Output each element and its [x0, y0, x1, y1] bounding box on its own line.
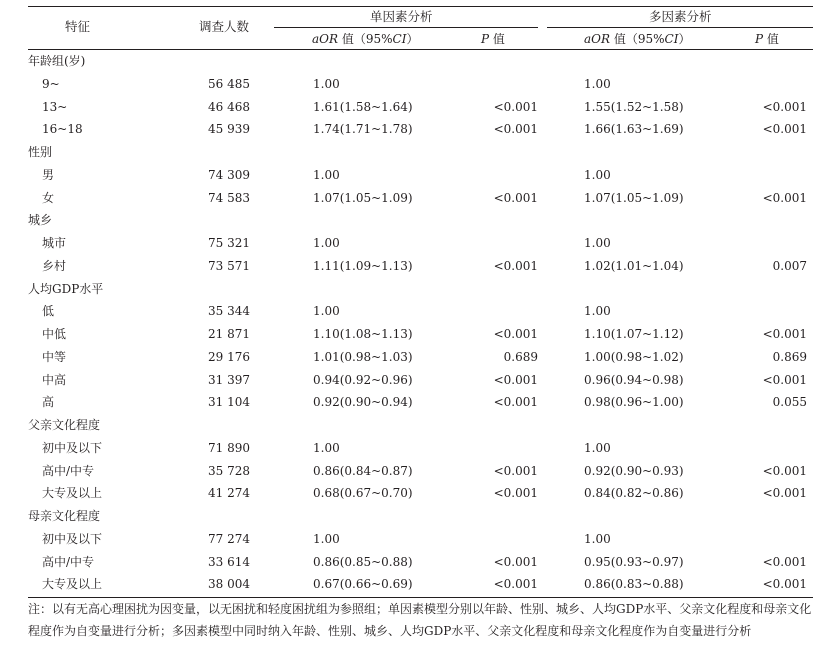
- row-label: 初中及以下: [42, 531, 103, 546]
- row-surveyed-count: 35 344: [208, 304, 250, 319]
- row-univariate-aor: 0.68(0.67~0.70): [313, 486, 413, 501]
- row-multivariate-aor: 0.92(0.90~0.93): [584, 463, 684, 478]
- row-univariate-p: <0.001: [493, 486, 538, 501]
- group-label: 母亲文化程度: [28, 509, 101, 523]
- row-label: 初中及以下: [42, 440, 103, 455]
- row-surveyed-count: 74 583: [208, 190, 250, 205]
- top-rule: [28, 6, 813, 7]
- row-label: 13~: [42, 99, 68, 114]
- row-label: 高中/中专: [42, 554, 95, 569]
- results-table: [28, 0, 813, 598]
- row-univariate-aor: 1.00: [313, 76, 340, 91]
- row-multivariate-p: 0.055: [772, 395, 807, 410]
- row-multivariate-aor: 1.00: [584, 440, 611, 455]
- row-label: 低: [42, 304, 55, 319]
- row-univariate-aor: 1.00: [313, 531, 340, 546]
- row-label: 女: [42, 190, 55, 205]
- row-surveyed-count: 56 485: [208, 76, 250, 91]
- row-label: 16~18: [42, 122, 83, 137]
- row-univariate-aor: 0.92(0.90~0.94): [313, 395, 413, 410]
- row-univariate-p: <0.001: [493, 122, 538, 137]
- row-surveyed-count: 29 176: [208, 349, 250, 364]
- row-univariate-aor: 1.10(1.08~1.13): [313, 327, 413, 341]
- row-multivariate-aor: 0.84(0.82~0.86): [584, 486, 684, 501]
- row-univariate-p: <0.001: [493, 577, 538, 592]
- row-univariate-aor: 1.07(1.05~1.09): [313, 190, 413, 205]
- header-uni-p: P 值: [481, 32, 505, 46]
- row-multivariate-p: 0.869: [772, 349, 807, 364]
- row-label: 高中/中专: [42, 463, 95, 478]
- row-multivariate-aor: 1.55(1.52~1.58): [584, 99, 684, 114]
- row-univariate-p: <0.001: [493, 395, 538, 410]
- row-label: 大专及以上: [42, 486, 103, 501]
- univariate-group-rule: [274, 27, 538, 28]
- row-label: 中等: [42, 349, 67, 364]
- multivariate-group-rule: [547, 27, 813, 28]
- row-univariate-p: 0.689: [503, 349, 538, 364]
- row-surveyed-count: 71 890: [208, 440, 250, 455]
- row-univariate-p: <0.001: [493, 554, 538, 569]
- row-multivariate-aor: 1.00: [584, 76, 611, 91]
- row-multivariate-aor: 1.00: [584, 304, 611, 319]
- row-label: 大专及以上: [42, 577, 103, 592]
- row-univariate-aor: 1.74(1.71~1.78): [313, 122, 413, 137]
- row-multivariate-aor: 0.96(0.94~0.98): [584, 372, 684, 387]
- row-multivariate-p: <0.001: [762, 463, 807, 478]
- row-multivariate-aor: 1.00: [584, 236, 611, 250]
- row-multivariate-aor: 1.00(0.98~1.02): [584, 349, 684, 364]
- row-multivariate-p: <0.001: [762, 577, 807, 592]
- row-label: 9~: [42, 76, 60, 91]
- row-label: 高: [42, 395, 55, 410]
- row-surveyed-count: 45 939: [208, 122, 250, 137]
- row-surveyed-count: 21 871: [208, 327, 250, 341]
- header-multi-aor: aOR 值（95%CI）: [584, 32, 691, 46]
- row-univariate-aor: 1.11(1.09~1.13): [313, 258, 413, 273]
- row-univariate-aor: 1.01(0.98~1.03): [313, 349, 413, 364]
- header-multi-p: P 值: [755, 32, 779, 46]
- group-label: 城乡: [28, 213, 53, 228]
- header-multivariate: 多因素分析: [649, 9, 712, 24]
- row-multivariate-aor: 0.86(0.83~0.88): [584, 577, 684, 592]
- row-surveyed-count: 31 104: [208, 395, 250, 410]
- row-univariate-aor: 1.00: [313, 440, 340, 455]
- row-univariate-aor: 1.00: [313, 304, 340, 319]
- row-univariate-p: <0.001: [493, 99, 538, 114]
- row-label: 乡村: [42, 258, 67, 273]
- row-multivariate-p: <0.001: [762, 122, 807, 137]
- row-multivariate-aor: 1.10(1.07~1.12): [584, 327, 684, 341]
- row-label: 城市: [42, 236, 67, 250]
- row-multivariate-aor: 0.98(0.96~1.00): [584, 395, 684, 410]
- row-surveyed-count: 73 571: [208, 258, 250, 273]
- row-univariate-p: <0.001: [493, 258, 538, 273]
- row-multivariate-aor: 1.66(1.63~1.69): [584, 122, 684, 137]
- row-surveyed-count: 31 397: [208, 372, 250, 387]
- header-surveyed: 调查人数: [199, 19, 250, 34]
- header-uni-aor: aOR 值（95%CI）: [312, 32, 419, 46]
- row-surveyed-count: 77 274: [208, 531, 250, 546]
- group-label: 年龄组(岁): [28, 54, 86, 68]
- group-label: 人均GDP水平: [28, 281, 104, 296]
- row-multivariate-p: <0.001: [762, 327, 807, 341]
- row-multivariate-aor: 1.07(1.05~1.09): [584, 190, 684, 205]
- table-note: 注：以有无高心理困扰为因变量，以无困扰和轻度困扰组为参照组；单因素模型分别以年龄、性别、城乡、人均GDP水平、父亲文化程度和母亲文化程度作为自变量进行分析；多因素模型中同时纳入年龄、性别、城乡、人均GDP水平、父亲文化程度和母亲文化程度作为自变量进行分析: [28, 602, 812, 638]
- row-univariate-p: <0.001: [493, 327, 538, 341]
- row-univariate-aor: 0.86(0.84~0.87): [313, 463, 413, 478]
- row-surveyed-count: 46 468: [208, 99, 250, 114]
- row-label: 男: [42, 167, 55, 182]
- row-univariate-aor: 0.94(0.92~0.96): [313, 372, 413, 387]
- row-multivariate-p: <0.001: [762, 554, 807, 569]
- row-surveyed-count: 41 274: [208, 486, 250, 501]
- row-univariate-p: <0.001: [493, 372, 538, 387]
- row-univariate-aor: 1.00: [313, 236, 340, 250]
- group-label: 性别: [28, 145, 53, 159]
- row-surveyed-count: 38 004: [208, 577, 250, 592]
- row-univariate-p: <0.001: [493, 190, 538, 205]
- row-univariate-aor: 0.86(0.85~0.88): [313, 554, 413, 569]
- row-multivariate-p: <0.001: [762, 190, 807, 205]
- row-multivariate-p: <0.001: [762, 372, 807, 387]
- row-surveyed-count: 35 728: [208, 463, 250, 478]
- header-rule: [28, 49, 813, 50]
- row-label: 中高: [42, 372, 67, 387]
- row-label: 中低: [42, 327, 67, 341]
- group-label: 父亲文化程度: [28, 418, 101, 432]
- row-multivariate-p: <0.001: [762, 99, 807, 114]
- row-surveyed-count: 33 614: [208, 554, 250, 569]
- header-univariate: 单因素分析: [370, 9, 433, 24]
- row-univariate-aor: 1.61(1.58~1.64): [313, 99, 413, 114]
- row-multivariate-aor: 1.02(1.01~1.04): [584, 258, 684, 273]
- row-surveyed-count: 75 321: [208, 236, 250, 250]
- row-multivariate-aor: 0.95(0.93~0.97): [584, 554, 684, 569]
- row-surveyed-count: 74 309: [208, 167, 250, 182]
- row-univariate-aor: 1.00: [313, 167, 340, 182]
- row-multivariate-p: <0.001: [762, 486, 807, 501]
- row-univariate-p: <0.001: [493, 463, 538, 478]
- header-feature: 特征: [65, 19, 91, 34]
- row-multivariate-p: 0.007: [772, 258, 807, 273]
- row-multivariate-aor: 1.00: [584, 531, 611, 546]
- row-multivariate-aor: 1.00: [584, 167, 611, 182]
- row-univariate-aor: 0.67(0.66~0.69): [313, 577, 413, 592]
